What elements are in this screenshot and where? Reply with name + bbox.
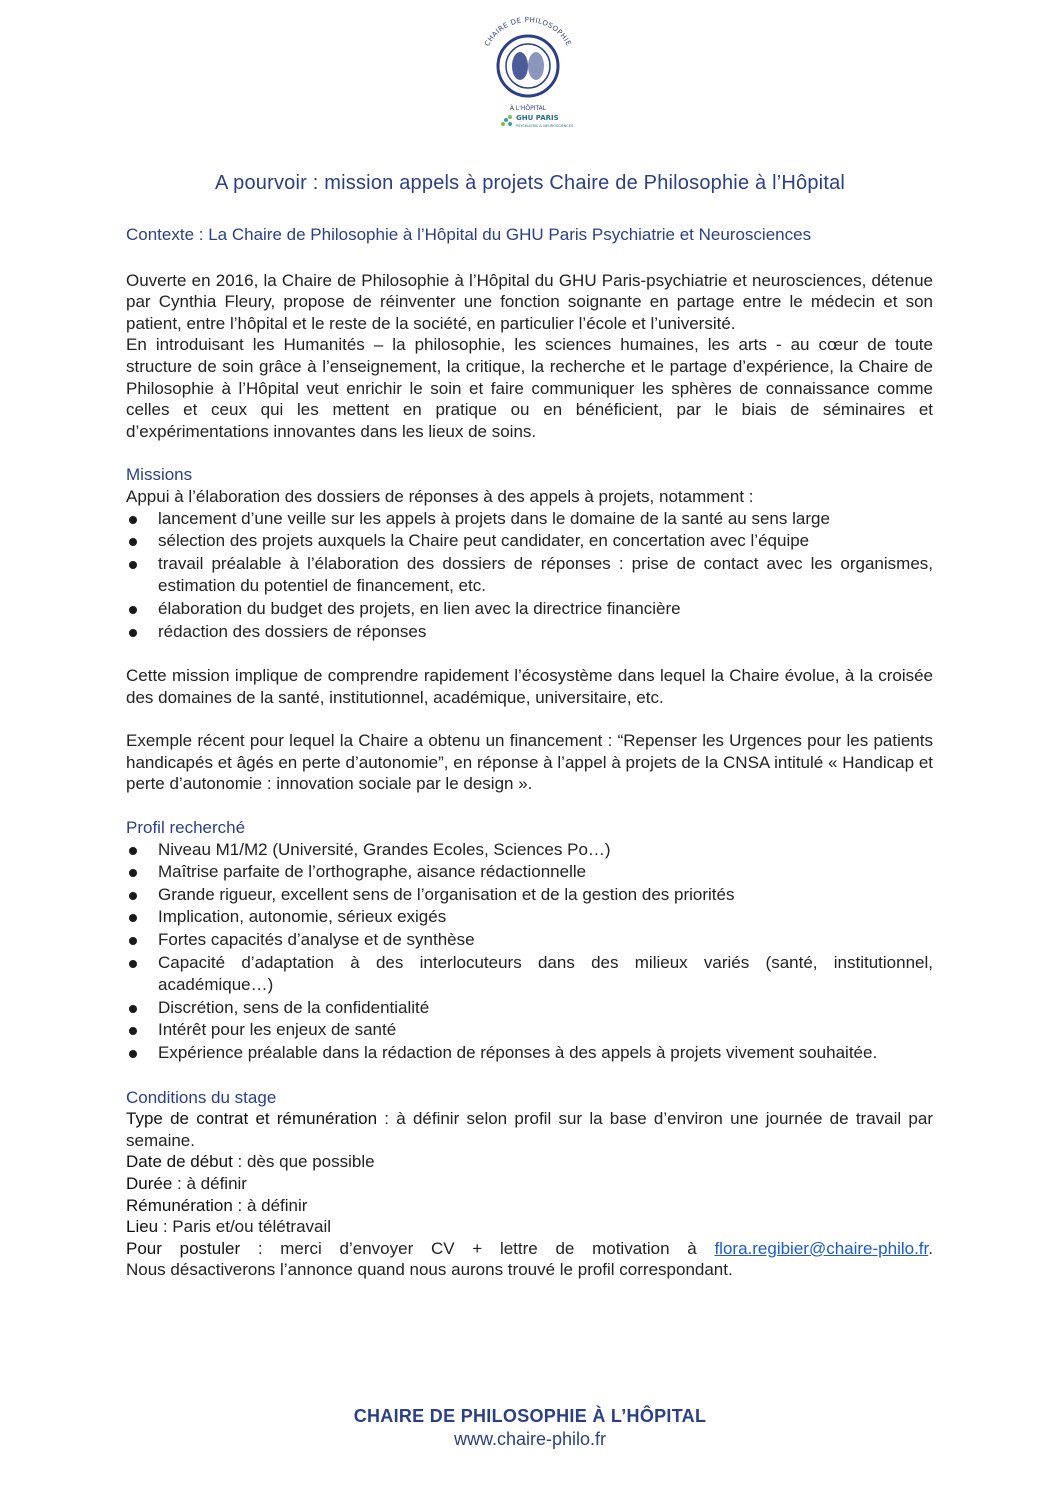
logo-ring-text: CHAIRE DE PHILOSOPHIE [483, 15, 573, 48]
condition-label: Type de contrat et rémunération [126, 1109, 378, 1129]
intro-paragraph-1: Ouverte en 2016, la Chaire de Philosophie à l’Hôpital du GHU Paris-psychiatrie et neurosciences, détenue par Cynthia Fleury, propose de réinventer une fonction soignante en partage entre le médecin et son patient, entre l’hôpital et le reste de la société, en particulier l’école et l’université. [126, 270, 933, 333]
list-item: Capacité d’adaptation à des interlocuteurs dans des milieux variés (santé, institutionnel, académique…) [126, 952, 933, 997]
footer-url[interactable]: www.chaire-philo.fr [453, 1429, 607, 1449]
condition-value: : Paris et/ou télétravail [158, 1217, 332, 1237]
list-item: Grande rigueur, excellent sens de l’organisation et de la gestion des priorités [126, 884, 933, 907]
footer-name: CHAIRE DE PHILOSOPHIE À L’HÔPITAL [353, 1406, 707, 1426]
list-item: rédaction des dossiers de réponses [126, 621, 933, 644]
missions-paragraph-example: Exemple récent pour lequel la Chaire a obtenu un financement : “Repenser les Urgences pour les patients handicapés et âgés en perte d’autonomie”, en réponse à l’appel à projets de la CNSA intitulé « Handicap et perte d’autonomie : innovation sociale par le design ». [126, 731, 933, 794]
list-item: lancement d’une veille sur les appels à projets dans le domaine de la santé au sens large [126, 508, 933, 531]
missions-lead: Appui à l’élaboration des dossiers de réponses à des appels à projets, notamment : [126, 486, 754, 506]
svg-text:CHAIRE DE PHILOSOPHIE [483, 16, 573, 48]
ghu-paris-logo [501, 114, 574, 128]
missions-heading: Missions [126, 465, 193, 485]
context-heading: Contexte : La Chaire de Philosophie à l’Hôpital du GHU Paris Psychiatrie et Neurosciences [126, 225, 812, 244]
condition-value: : à définir [172, 1173, 247, 1193]
condition-label: Date de début [126, 1152, 233, 1172]
profile-heading: Profil recherché [126, 818, 246, 838]
list-item: sélection des projets auxquels la Chaire peut candidater, en concertation avec l’équipe [126, 530, 933, 553]
condition-label: Lieu [126, 1217, 159, 1237]
intro-paragraph-2: En introduisant les Humanités – la philosophie, les sciences humaines, les arts - au cœur de toute structure de soin grâce à l’enseignement, la critique, la recherche et le partage d’expérience, la Chaire de Philosophie à l’Hôpital veut enrichir le soin et faire communiquer les sphères de connaissance comme celles et ceux qui les mettent en pratique ou en bénéficient, par le biais de séminaires et d’expérimentations innovantes dans les lieux de soins. [126, 335, 933, 441]
chaire-philosophie-logo [468, 14, 588, 134]
condition-contract [126, 1108, 933, 1151]
condition-value: : merci d’envoyer CV + lettre de motivation à [240, 1238, 715, 1258]
list-item: élaboration du budget des projets, en lien avec la directrice financière [126, 598, 933, 621]
condition-apply-end: . [928, 1238, 933, 1258]
list-item: Niveau M1/M2 (Université, Grandes Ecoles, Sciences Po…) [126, 839, 933, 862]
condition-label: Pour postuler [126, 1238, 241, 1258]
condition-value: : à définir selon profil sur la base d’environ une journée de travail par semaine. [126, 1109, 933, 1150]
missions-paragraph-ecosystem: Cette mission implique de comprendre rapidement l’écosystème dans lequel la Chaire évolue, à la croisée des domaines de la santé, institutionnel, académique, universitaire, etc. [126, 666, 933, 707]
logo-bottom-text: À L'HÔPITAL [509, 105, 547, 112]
list-item: Intérêt pour les enjeux de santé [126, 1019, 933, 1042]
email-link[interactable]: flora.regibier@chaire-philo.fr [714, 1238, 929, 1258]
missions-list [126, 508, 933, 644]
conditions-heading: Conditions du stage [126, 1087, 277, 1107]
condition-value: : à définir [232, 1195, 308, 1215]
condition-duration [126, 1173, 933, 1195]
list-item: Maîtrise parfaite de l’orthographe, aisance rédactionnelle [126, 861, 933, 884]
logo-partner: GHU PARIS [516, 114, 559, 122]
condition-apply [126, 1238, 933, 1260]
condition-label: Durée [126, 1173, 173, 1193]
list-item: Discrétion, sens de la confidentialité [126, 997, 933, 1020]
condition-pay [126, 1195, 933, 1217]
condition-value: : dès que possible [232, 1152, 375, 1172]
condition-start [126, 1151, 933, 1173]
footer [0, 1406, 1060, 1450]
list-item: Implication, autonomie, sérieux exigés [126, 906, 933, 929]
condition-place [126, 1216, 933, 1238]
list-item: Expérience préalable dans la rédaction de réponses à des appels à projets vivement souhaitée. [126, 1042, 933, 1065]
list-item: Fortes capacités d’analyse et de synthèse [126, 929, 933, 952]
logo-partner-sub: PSYCHIATRIE & NEUROSCIENCES [516, 124, 574, 128]
closing-note: Nous désactiverons l’annonce quand nous aurons trouvé le profil correspondant. [126, 1260, 733, 1280]
list-item: travail préalable à l’élaboration des dossiers de réponses : prise de contact avec les organismes, estimation du potentiel de financement, etc. [126, 553, 933, 598]
profile-list [126, 839, 933, 1065]
page-title: A pourvoir : mission appels à projets Chaire de Philosophie à l’Hôpital [214, 172, 846, 194]
main-content [126, 224, 933, 1281]
condition-label: Rémunération [126, 1195, 233, 1215]
